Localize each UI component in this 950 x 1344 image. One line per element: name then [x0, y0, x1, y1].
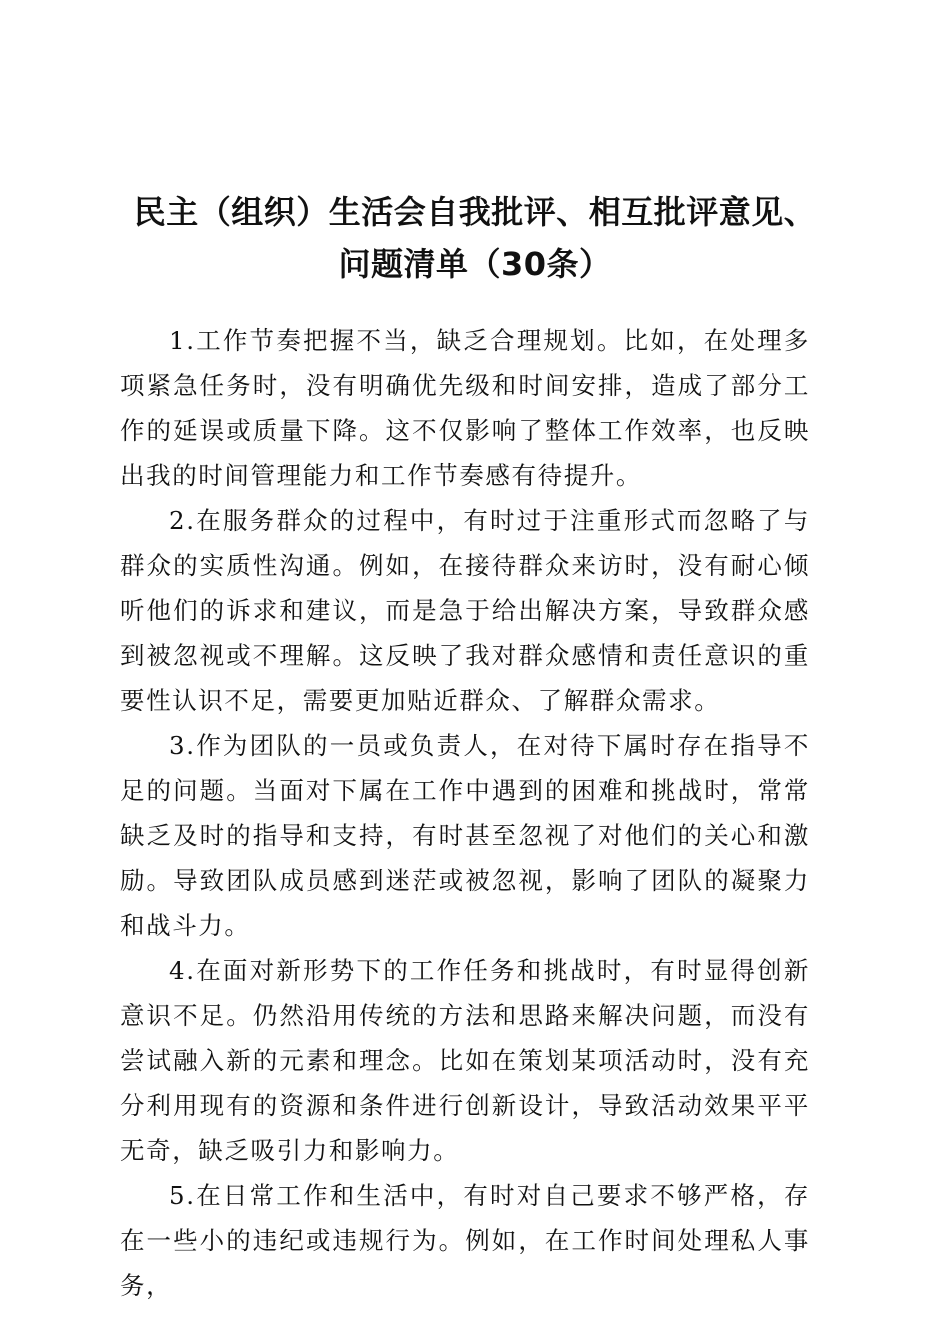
paragraph-5: 5.在日常工作和生活中，有时对自己要求不够严格，存在一些小的违纪或违规行为。例如，在工作时间处理私人事务，: [120, 1181, 810, 1300]
paragraph-1: 1.工作节奏把握不当，缺乏合理规划。比如，在处理多项紧急任务时，没有明确优先级和时间安排，造成了部分工作的延误或质量下降。这不仅影响了整体工作效率，也反映出我的时间管理能力和工作节奏感有待提升。: [120, 326, 810, 490]
paragraph-3: 3.作为团队的一员或负责人，在对待下属时存在指导不足的问题。当面对下属在工作中遇到的困难和挑战时，常常缺乏及时的指导和支持，有时甚至忽视了对他们的关心和激励。导致团队成员感到迷茫或被忽视，影响了团队的凝聚力和战斗力。: [120, 731, 810, 940]
title-line-2: 问题清单（30条）: [338, 245, 612, 283]
document-body: [120, 318, 810, 1308]
document-title: [100, 186, 850, 290]
paragraph-2: 2.在服务群众的过程中，有时过于注重形式而忽略了与群众的实质性沟通。例如，在接待群众来访时，没有耐心倾听他们的诉求和建议，而是急于给出解决方案，导致群众感到被忽视或不理解。这反映了我对群众感情和责任意识的重要性认识不足，需要更加贴近群众、了解群众需求。: [120, 506, 810, 715]
title-line-1: 民主（组织）生活会自我批评、相互批评意见、: [133, 193, 817, 231]
paragraph-4: 4.在面对新形势下的工作任务和挑战时，有时显得创新意识不足。仍然沿用传统的方法和思路来解决问题，而没有尝试融入新的元素和理念。比如在策划某项活动时，没有充分利用现有的资源和条件进行创新设计，导致活动效果平平无奇，缺乏吸引力和影响力。: [120, 956, 810, 1165]
